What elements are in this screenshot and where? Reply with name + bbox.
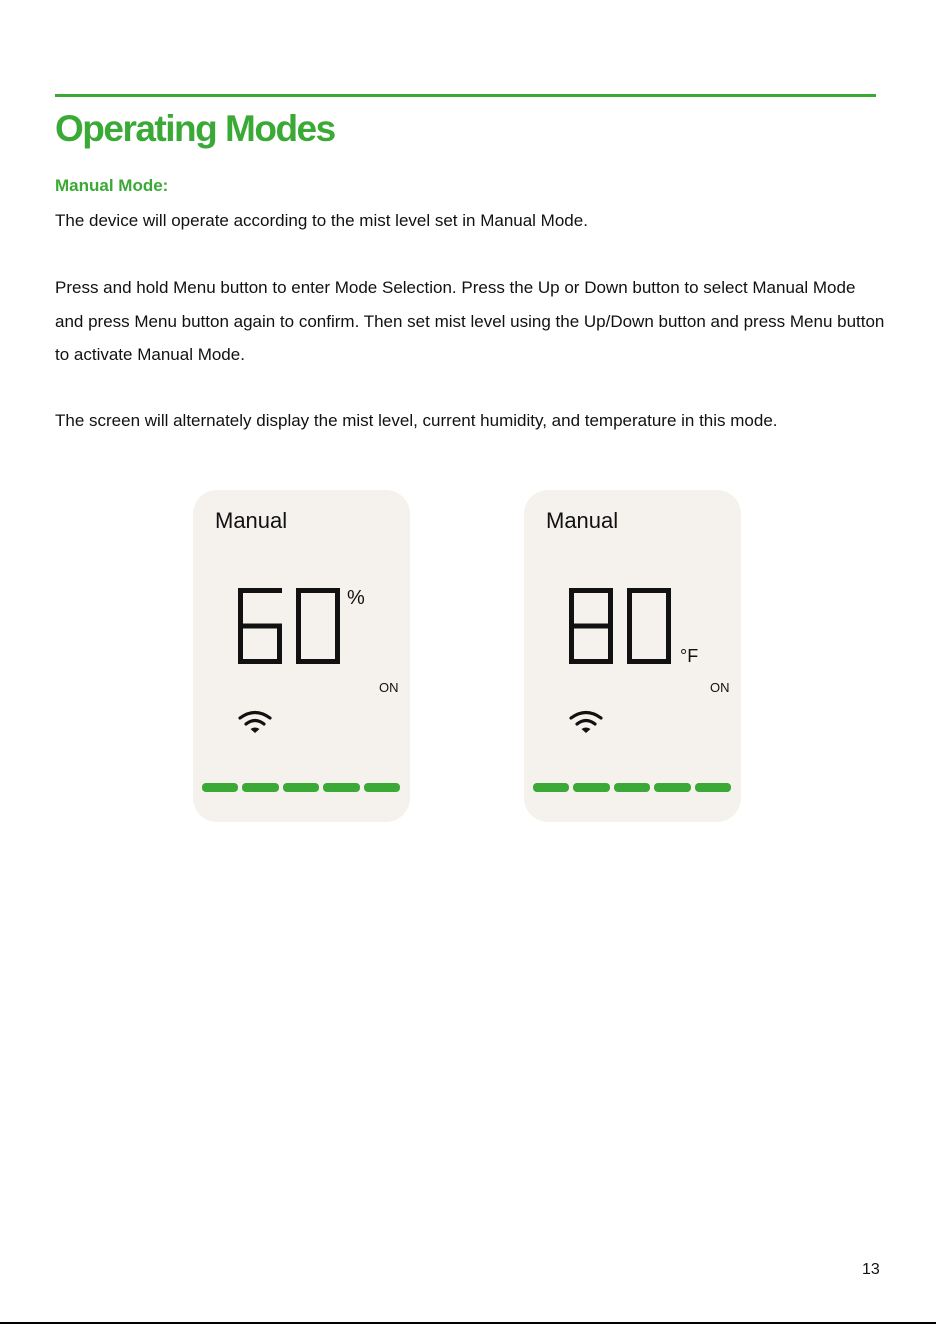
level-bar <box>614 783 650 792</box>
unit-label: °F <box>680 646 699 666</box>
digit-segment <box>296 588 301 626</box>
level-bar <box>323 783 359 792</box>
level-bar <box>202 783 238 792</box>
level-bar <box>242 783 278 792</box>
digit-segment <box>277 626 282 664</box>
digit-segment <box>666 588 671 626</box>
digit-segment <box>569 588 613 593</box>
level-bar <box>283 783 319 792</box>
digit-segment <box>666 626 671 664</box>
unit-label: % <box>347 587 365 609</box>
wifi-icon <box>237 710 273 734</box>
digit-segment <box>608 626 613 664</box>
page-number: 13 <box>862 1261 880 1278</box>
digit-segment <box>296 659 340 664</box>
status-on-label: ON <box>379 680 399 695</box>
paragraph-instructions: Press and hold Menu button to enter Mode Selection. Press the Up or Down button to select Manual Mode and press Menu button again to confirm. Then set mist level using the Up/Down button and press Menu button to activate Manual Mode. <box>55 278 885 364</box>
digit-segment <box>569 626 574 664</box>
section-subtitle: Manual Mode: <box>55 176 169 195</box>
digit-segment <box>335 588 340 626</box>
page-title: Operating Modes <box>55 108 335 149</box>
digit-segment <box>569 588 574 626</box>
title-rule <box>55 94 876 97</box>
paragraph-display: The screen will alternately display the mist level, current humidity, and temperature in this mode. <box>55 411 778 430</box>
digit-segment <box>569 659 613 664</box>
mist-level-bars <box>533 783 731 792</box>
digit-segment <box>238 626 243 664</box>
digit-segment <box>296 626 301 664</box>
seven-segment-value <box>238 588 340 664</box>
digit-segment <box>569 624 613 629</box>
digit-segment <box>238 588 282 593</box>
digit-segment <box>296 588 340 593</box>
digit-segment <box>627 626 632 664</box>
level-bar <box>533 783 569 792</box>
digit-segment <box>627 588 671 593</box>
level-bar <box>654 783 690 792</box>
display-screen-temperature <box>524 490 741 822</box>
paragraph-intro: The device will operate according to the mist level set in Manual Mode. <box>55 211 588 230</box>
digit-segment <box>627 659 671 664</box>
digit-segment <box>608 588 613 626</box>
digit-segment <box>238 624 282 629</box>
level-bar <box>364 783 400 792</box>
seven-segment-value <box>569 588 671 664</box>
digit-segment <box>335 626 340 664</box>
digit-segment <box>238 588 243 626</box>
mode-label: Manual <box>215 508 288 533</box>
mode-label: Manual <box>546 508 619 533</box>
mist-level-bars <box>202 783 400 792</box>
level-bar <box>573 783 609 792</box>
status-on-label: ON <box>710 680 730 695</box>
wifi-icon <box>568 710 604 734</box>
level-bar <box>695 783 731 792</box>
digit-segment <box>627 588 632 626</box>
display-screen-humidity <box>193 490 410 822</box>
digit-segment <box>238 659 282 664</box>
